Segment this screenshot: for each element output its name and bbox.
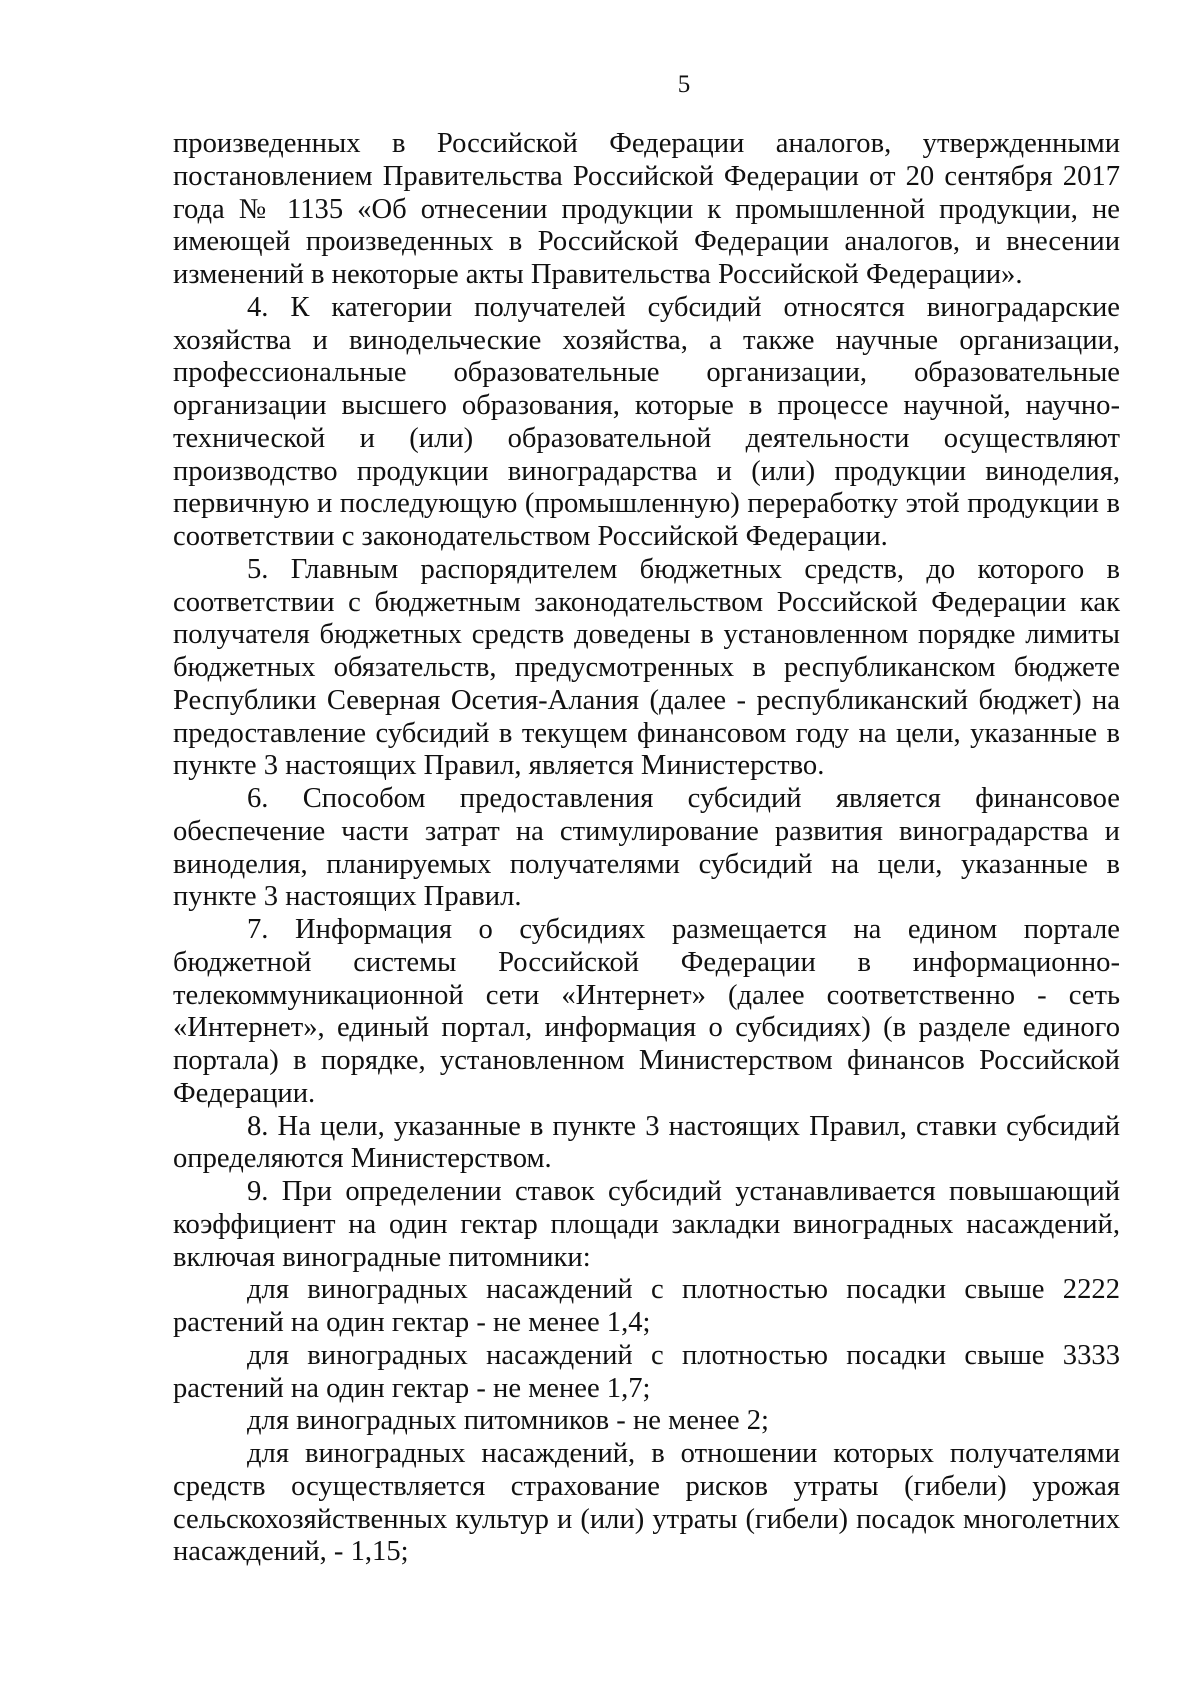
paragraph-item-4: 4. К категории получателей субсидий относятся виноградарские хозяйства и винодельческие хозяйства, а также научные организации, профессиональные образовательные организации, образовательные организации высшего образования, которые в процессе научной, научно-технической и (или) образовательной деятельности осуществляют производство продукции виноградарства и (или) продукции виноделия, первичную и последующую (промышленную) переработку этой продукции в соответствии с законодательством Российской Федерации. bbox=[173, 291, 1120, 552]
coefficient-item-insurance: для виноградных насаждений, в отношении которых получателями средств осуществляется страхование рисков утраты (гибели) урожая сельскохозяйственных культур и (или) утраты (гибели) посадок многолетних насаждений, - 1,15; bbox=[173, 1438, 1120, 1568]
paragraph-item-9: 9. При определении ставок субсидий устанавливается повышающий коэффициент на один гектар площади закладки виноградных насаждений, включая виноградные питомники: bbox=[173, 1176, 1120, 1273]
document-body bbox=[173, 128, 1120, 1569]
paragraph-continuation: произведенных в Российской Федерации аналогов, утвержденными постановлением Правительства Российской Федерации от 20 сентября 2017 года № 1135 «Об отнесении продукции к промышленной продукции, не имеющей произведенных в Российской Федерации аналогов, и внесении изменений в некоторые акты Правительства Российской Федерации». bbox=[173, 128, 1120, 290]
coefficient-item-2222: для виноградных насаждений с плотностью посадки свыше 2222 растений на один гектар - не менее 1,4; bbox=[173, 1274, 1120, 1338]
page-number: 5 bbox=[677, 71, 691, 98]
coefficient-item-nurseries: для виноградных питомников - не менее 2; bbox=[247, 1405, 769, 1437]
paragraph-item-5: 5. Главным распорядителем бюджетных средств, до которого в соответствии с бюджетным законодательством Российской Федерации как получателя бюджетных средств доведены в установленном порядке лимиты бюджетных обязательств, предусмотренных в республиканском бюджете Республики Северная Осетия-Алания (далее - республиканский бюджет) на предоставление субсидий в текущем финансовом году на цели, указанные в пункте 3 настоящих Правил, является Министерство. bbox=[173, 553, 1120, 782]
paragraph-item-6: 6. Способом предоставления субсидий является финансовое обеспечение части затрат на стимулирование развития виноградарства и виноделия, планируемых получателями субсидий на цели, указанные в пункте 3 настоящих Правил. bbox=[173, 783, 1120, 913]
paragraph-item-7: 7. Информация о субсидиях размещается на едином портале бюджетной системы Российской Федерации в информационно-телекоммуникационной сети «Интернет» (далее соответственно - сеть «Интернет», единый портал, информация о субсидиях) (в разделе единого портала) в порядке, установленном Министерством финансов Российской Федерации. bbox=[173, 914, 1120, 1109]
coefficient-item-3333: для виноградных насаждений с плотностью посадки свыше 3333 растений на один гектар - не менее 1,7; bbox=[173, 1339, 1120, 1404]
paragraph-item-8: 8. На цели, указанные в пункте 3 настоящих Правил, ставки субсидий определяются Министерством. bbox=[173, 1110, 1120, 1175]
